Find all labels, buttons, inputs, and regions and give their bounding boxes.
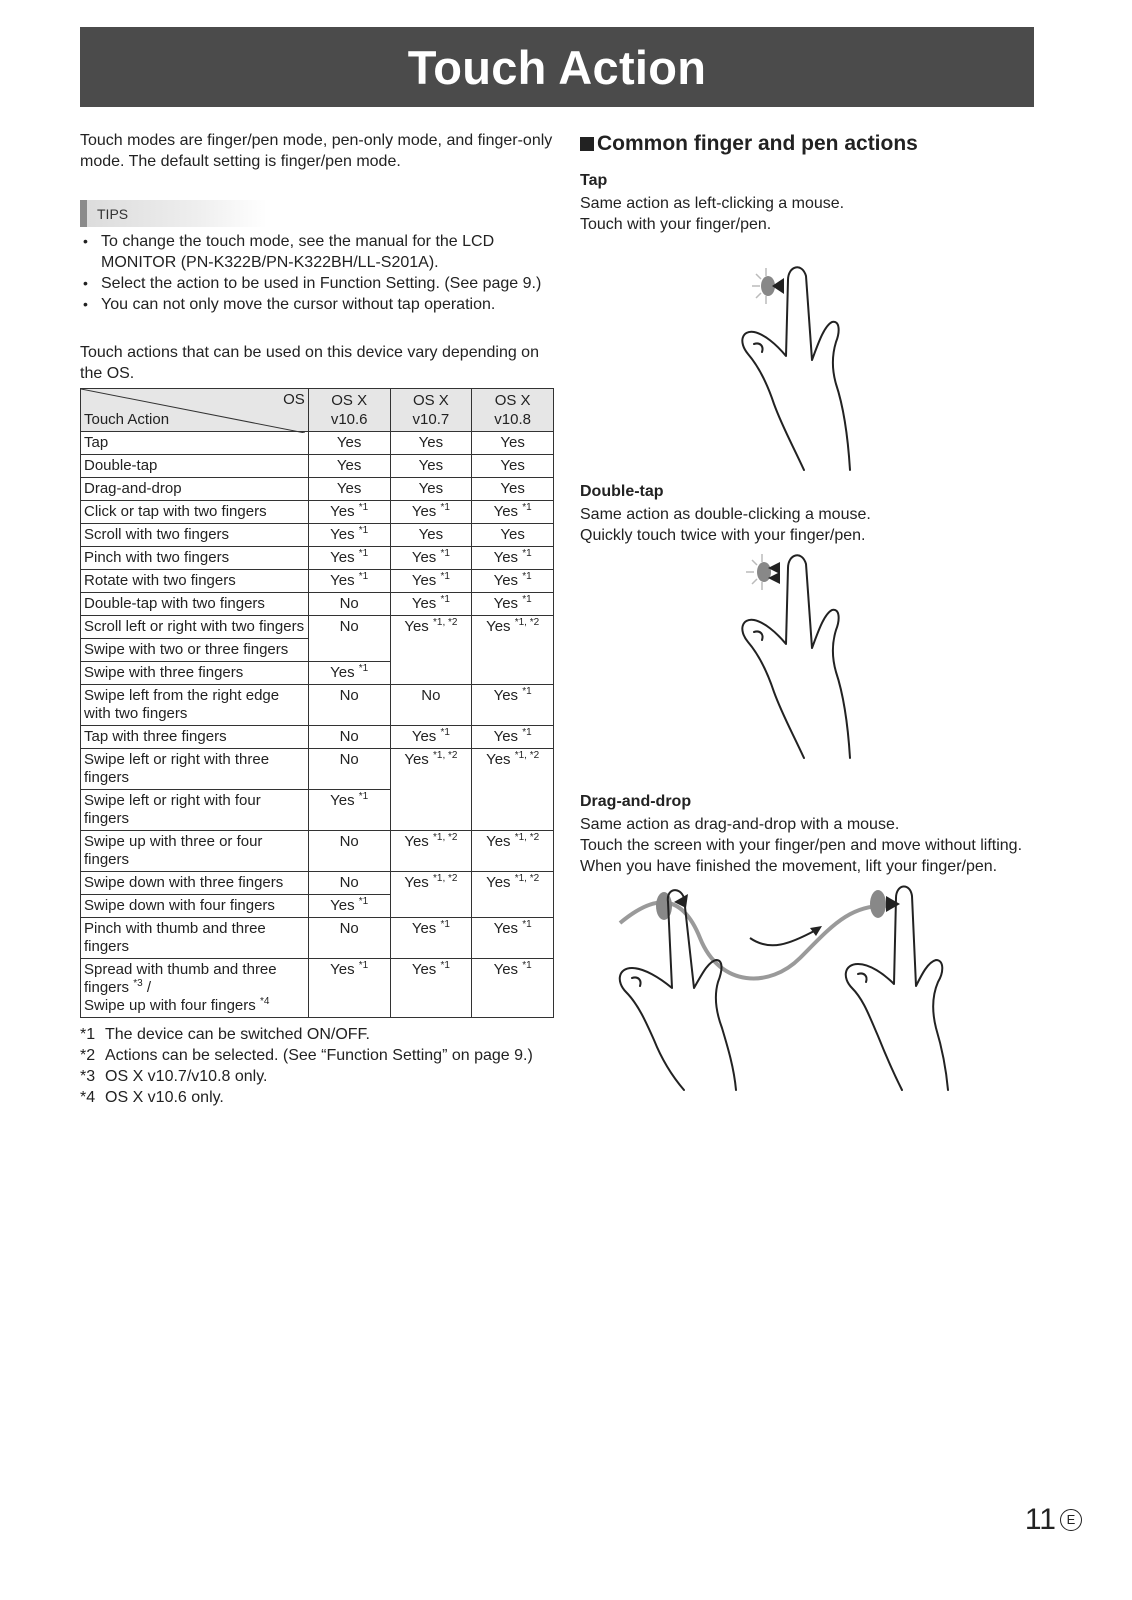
table-corner-cell (81, 389, 309, 432)
value-cell: Yes $^{*1}$ (472, 685, 554, 726)
value-cell: No (308, 616, 390, 662)
tap-section (580, 170, 1040, 235)
drag-desc-3: When you have finished the movement, lift your finger/pen. (580, 858, 998, 875)
table-row (81, 593, 554, 616)
region-mark-icon: E (1060, 1509, 1082, 1531)
action-cell: Scroll with two fingers (81, 524, 309, 547)
value-cell: Yes $^{*1}$ (308, 662, 390, 685)
value-cell: No (308, 685, 390, 726)
tips-list (80, 231, 555, 315)
action-cell: Swipe up with three or four fingers (81, 831, 309, 872)
value-cell: Yes (390, 478, 472, 501)
drag-title: Drag-and-drop (580, 793, 692, 810)
footnote: *2 Actions can be selected. (See “Function Setting” on page 9.) (80, 1047, 533, 1064)
value-cell: Yes (390, 524, 472, 547)
page-number: 11 E (1025, 1503, 1082, 1537)
table-row (81, 547, 554, 570)
action-cell: Swipe with three fingers (81, 662, 309, 685)
value-cell: Yes $^{*1}$ (308, 570, 390, 593)
footnote: *1 The device can be switched ON/OFF. (80, 1026, 370, 1043)
value-cell: Yes $^{*1}$ (308, 790, 390, 831)
value-cell: Yes (308, 478, 390, 501)
value-cell: Yes $^{*1}$ (472, 959, 554, 1018)
footnote: *4 OS X v10.6 only. (80, 1089, 224, 1106)
double-tap-title: Double-tap (580, 483, 664, 500)
title-bar (80, 27, 1034, 107)
value-cell: Yes $^{*1}$ (308, 895, 390, 918)
value-cell: Yes $^{*1}$ (472, 570, 554, 593)
value-cell: Yes (308, 432, 390, 455)
action-cell: Double-tap with two fingers (81, 593, 309, 616)
table-row (81, 524, 554, 547)
corner-action-label: Touch Action (84, 411, 170, 428)
section-heading: Common finger and pen actions (580, 130, 1040, 158)
tips-item: • You can not only move the cursor without tap operation. (80, 294, 555, 315)
drag-and-drop-illustration (610, 878, 960, 1093)
table-row (81, 918, 554, 959)
double-tap-desc-2: Quickly touch twice with your finger/pen. (580, 527, 866, 544)
table-header-row (81, 389, 554, 432)
value-cell: Yes (472, 524, 554, 547)
value-cell: Yes $^{*1}$ (308, 959, 390, 1018)
value-cell: Yes $^{*1, *2}$ (390, 872, 472, 918)
table-row (81, 616, 554, 639)
table-row (81, 478, 554, 501)
tips-label: TIPS (97, 205, 129, 222)
value-cell: Yes $^{*1, *2}$ (472, 749, 554, 831)
table-row (81, 749, 554, 790)
value-cell: Yes (472, 455, 554, 478)
right-column (580, 130, 1040, 875)
value-cell: Yes $^{*1}$ (390, 547, 472, 570)
footnote: *3 OS X v10.7/v10.8 only. (80, 1068, 268, 1085)
value-cell: Yes $^{*1}$ (472, 918, 554, 959)
action-cell: Swipe with two or three fingers (81, 639, 309, 662)
action-cell: Scroll left or right with two fingers (81, 616, 309, 639)
value-cell: Yes $^{*1}$ (390, 726, 472, 749)
table-row (81, 959, 554, 1018)
double-tap-desc-1: Same action as double-clicking a mouse. (580, 506, 871, 523)
value-cell: No (308, 831, 390, 872)
left-column (80, 130, 555, 1108)
table-row (81, 501, 554, 524)
value-cell: Yes $^{*1}$ (390, 918, 472, 959)
column-header: OS X v10.6 (308, 389, 390, 432)
drag-section (580, 791, 1050, 877)
action-cell: Swipe left or right with four fingers (81, 790, 309, 831)
value-cell: Yes $^{*1}$ (472, 726, 554, 749)
value-cell: Yes $^{*1, *2}$ (472, 872, 554, 918)
footnotes (80, 1024, 555, 1108)
value-cell: Yes $^{*1}$ (308, 524, 390, 547)
action-cell: Tap (81, 432, 309, 455)
action-cell: Spread with thumb and three fingers $^{*3}$ / Swipe up with four fingers $^{*4}$ (81, 959, 309, 1018)
value-cell: Yes $^{*1}$ (308, 547, 390, 570)
value-cell: Yes $^{*1}$ (390, 593, 472, 616)
value-cell: Yes $^{*1, *2}$ (390, 831, 472, 872)
value-cell: Yes (472, 432, 554, 455)
value-cell: Yes $^{*1}$ (472, 547, 554, 570)
value-cell: Yes $^{*1, *2}$ (472, 831, 554, 872)
tap-desc-2: Touch with your finger/pen. (580, 216, 772, 233)
value-cell: Yes $^{*1}$ (390, 959, 472, 1018)
action-cell: Rotate with two fingers (81, 570, 309, 593)
drag-desc-1: Same action as drag-and-drop with a mouse. (580, 816, 900, 833)
table-row (81, 872, 554, 895)
table-row (81, 455, 554, 478)
action-cell: Double-tap (81, 455, 309, 478)
table-row (81, 831, 554, 872)
table-row (81, 570, 554, 593)
value-cell: No (308, 749, 390, 790)
value-cell: Yes (472, 478, 554, 501)
action-cell: Swipe left from the right edge with two fingers (81, 685, 309, 726)
column-header: OS X v10.8 (472, 389, 554, 432)
tap-desc-1: Same action as left-clicking a mouse. (580, 195, 845, 212)
action-cell: Swipe down with four fingers (81, 895, 309, 918)
value-cell: Yes (390, 455, 472, 478)
table-row (81, 432, 554, 455)
value-cell: Yes $^{*1}$ (472, 501, 554, 524)
value-cell: Yes $^{*1, *2}$ (390, 616, 472, 685)
action-cell: Tap with three fingers (81, 726, 309, 749)
value-cell: Yes $^{*1}$ (308, 501, 390, 524)
action-cell: Swipe left or right with three fingers (81, 749, 309, 790)
action-cell: Click or tap with two fingers (81, 501, 309, 524)
tap-hand-illustration (740, 260, 890, 475)
value-cell: Yes $^{*1, *2}$ (390, 749, 472, 831)
drag-desc-2: Touch the screen with your finger/pen and move without lifting. (580, 837, 1023, 854)
table-row (81, 685, 554, 726)
value-cell: Yes $^{*1}$ (472, 593, 554, 616)
tips-item: • To change the touch mode, see the manual for the LCD MONITOR (PN-K322B/PN-K322BH/LL-S201A). (80, 231, 555, 273)
tips-item: • Select the action to be used in Function Setting. (See page 9.) (80, 273, 555, 294)
double-tap-section (580, 481, 871, 546)
column-header: OS X v10.7 (390, 389, 472, 432)
corner-os-label: OS (283, 391, 305, 408)
double-tap-hand-illustration (740, 548, 890, 763)
action-cell: Pinch with thumb and three fingers (81, 918, 309, 959)
value-cell: No (308, 918, 390, 959)
action-cell: Drag-and-drop (81, 478, 309, 501)
square-bullet-icon (580, 137, 594, 151)
intro-text: Touch modes are finger/pen mode, pen-only mode, and finger-only mode. The default setting is finger/pen mode. (80, 132, 553, 170)
value-cell: Yes $^{*1}$ (390, 501, 472, 524)
tap-title: Tap (580, 172, 608, 189)
value-cell: No (308, 593, 390, 616)
value-cell: No (308, 872, 390, 895)
page-title: Touch Action (407, 40, 707, 94)
value-cell: No (390, 685, 472, 726)
touch-action-table (80, 388, 554, 1018)
value-cell: Yes (308, 455, 390, 478)
action-cell: Pinch with two fingers (81, 547, 309, 570)
table-row (81, 726, 554, 749)
table-intro: Touch actions that can be used on this device vary depending on the OS. (80, 344, 539, 382)
tips-label-box (80, 200, 267, 227)
value-cell: No (308, 726, 390, 749)
value-cell: Yes $^{*1}$ (390, 570, 472, 593)
action-cell: Swipe down with three fingers (81, 872, 309, 895)
value-cell: Yes $^{*1, *2}$ (472, 616, 554, 685)
value-cell: Yes (390, 432, 472, 455)
